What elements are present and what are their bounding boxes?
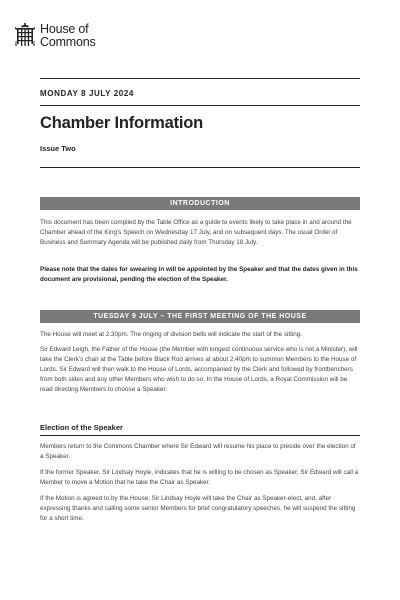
tuesday-paragraph-1: The House will meet at 2.30pm. The ringing of division bells will indicate the start of the sitting. (40, 331, 303, 338)
introduction-banner: INTRODUCTION (40, 197, 360, 210)
election-paragraph-1: Members return to the Commons Chamber where Sir Edward will resume his place to preside over the election of a Speaker. (40, 443, 356, 460)
title-divider (40, 167, 360, 168)
house-of-commons-logo (15, 22, 96, 50)
tuesday-banner: TUESDAY 9 JULY – THE FIRST MEETING OF THE HOUSE (40, 310, 360, 323)
election-paragraph-2: If the former Speaker, Sir Lindsay Hoyle, indicates that he is willing to be chosen as Speaker, Sir Edward will call a Member to move a Motion that he take the Chair as Speaker. (40, 469, 359, 486)
portcullis-icon (15, 23, 35, 49)
logo-line-1: House of (40, 22, 89, 36)
logo-line-2: Commons (40, 35, 96, 49)
election-heading: Election of the Speaker (40, 423, 123, 432)
date-divider (40, 105, 360, 106)
issue-label: Issue Two (40, 144, 76, 153)
election-paragraph-3: If the Motion is agreed to by the House, Sir Lindsay Hoyle will take the Chair as Speaker-elect, and, after expressing thanks and calling some senior Members for brief congratulatory speeches, he will suspend the sitting for a short time. (40, 495, 356, 522)
intro-paragraph-1: This document has been compiled by the Table Office as a guide to events likely to take place in and around the Chamber ahead of the King’s Speech on Wednesday 17 July, and on subsequent days. The usual Order of Business and Summary Agenda will be published daily from Thursday 18 July. (40, 219, 352, 246)
page-title: Chamber Information (40, 114, 204, 132)
intro-paragraph-2: Please note that the dates for swearing in will be appointed by the Speaker and that the dates given in this document are provisional, pending the election of the Speaker. (40, 266, 358, 283)
document-date: MONDAY 8 JULY 2024 (40, 89, 134, 98)
tuesday-paragraph-2: Sir Edward Leigh, the Father of the House (the Member with longest continuous service who is not a Minister), will take the Clerk’s chair at the Table before Black Rod arrives at about 2.40pm to summon Members to the House of Lords. Sir Edward will then walk to the House of Lords, accompanied by the Clerk and followed by frontbenchers from both sides and any other Members who wish to do so. In the House of Lords, a Royal Commission will be read directing Members to choose a Speaker. (40, 346, 358, 393)
top-divider (40, 78, 360, 79)
logo-wordmark (40, 23, 96, 49)
election-divider (40, 435, 360, 436)
